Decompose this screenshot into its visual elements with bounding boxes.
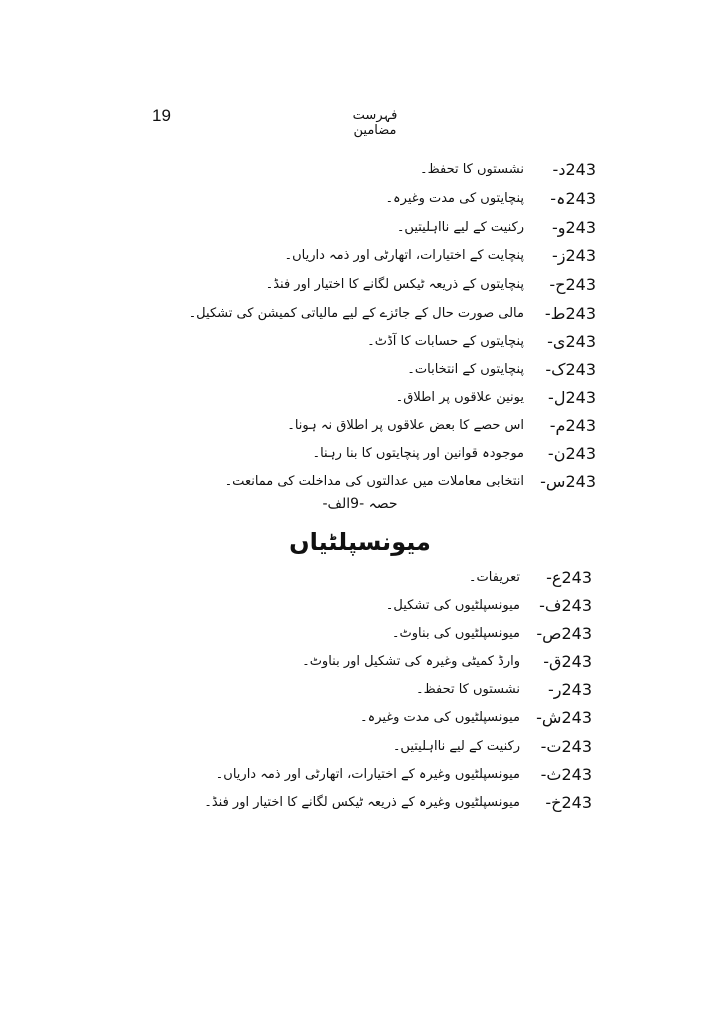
entry-number: 243ط- [544,303,596,323]
entry-number: 243ص- [536,623,592,643]
toc-entry [397,215,596,239]
toc-entry [216,762,592,786]
toc-entry [284,243,596,267]
entry-title: میونسپلٹیوں وغیرہ کے اختیارات، اتھارٹی اور ذمہ داریاں۔ [215,766,520,782]
toc-entry [386,593,592,617]
toc-entry [393,734,592,758]
entry-title: میونسپلٹیوں کی تشکیل۔ [385,597,520,613]
entry-title: رکنیت کے لیے نااہلیتیں۔ [396,219,524,235]
entry-number: 243ع- [546,567,592,587]
toc-entry [312,441,596,465]
entry-title: پنچایتوں کے حسابات کا آڈٹ۔ [367,333,524,349]
entry-title: رکنیت کے لیے نااہلیتیں۔ [392,738,520,754]
entry-number: 243ک- [545,359,596,379]
entry-number: 243ز- [551,245,596,265]
entry-number: 243ح- [549,274,596,294]
toc-entry [189,301,596,325]
entry-number: 243ی- [547,331,596,351]
entry-title: انتخابی معاملات میں عدالتوں کی مداخلت کی ممانعت۔ [224,473,524,489]
entry-title: میونسپلٹیوں وغیرہ کے ذریعہ ٹیکس لگانے کا اختیار اور فنڈ۔ [204,794,520,810]
entry-title: اس حصے کا بعض علاقوں پر اطلاق نہ ہونا۔ [287,417,524,433]
entry-number: 243و- [551,217,596,237]
running-title: فہرست مضامین [352,108,398,138]
toc-entry [416,677,592,701]
entry-title: نشستوں کا تحفظ۔ [416,681,520,697]
entry-number: 243ش- [536,707,592,727]
toc-entry [385,186,596,210]
entry-title: تعریفات۔ [468,569,520,585]
entry-title: وارڈ کمیٹی وغیرہ کی تشکیل اور بناوٹ۔ [302,653,520,669]
toc-entry [287,413,596,437]
toc-entry [302,649,592,673]
toc-entry [420,157,596,181]
entry-number: 243خ- [545,792,592,812]
entry-title: پنچایتوں کے ذریعہ ٹیکس لگانے کا اختیار اور فنڈ۔ [265,276,524,292]
toc-entry [407,357,596,381]
toc-entry [392,621,592,645]
entry-number: 243ر- [547,679,592,699]
toc-entry [204,790,592,814]
entry-number: 243ث- [540,764,592,784]
toc-entry [360,705,592,729]
toc-entry [469,565,592,589]
entry-number: 243ہ- [550,188,596,208]
entry-number: 243ن- [547,443,596,463]
page-number: 19 [152,106,171,125]
entry-number: 243م- [549,415,596,435]
entry-title: پنچایت کے اختیارات، اتھارٹی اور ذمہ داریاں۔ [284,247,524,263]
toc-entry [266,272,596,296]
entry-number: 243ف- [539,595,592,615]
entry-title: مالی صورت حال کے جائزے کے لیے مالیاتی کمیشن کی تشکیل۔ [188,305,524,321]
entry-number: 243س- [540,471,596,491]
entry-title: یونین علاقوں پر اطلاق۔ [395,389,524,405]
toc-entry [396,385,596,409]
toc-entry [225,469,596,493]
entry-number: 243ل- [548,387,596,407]
entry-title: پنچایتوں کے انتخابات۔ [407,361,524,377]
section-heading: میونسپلٹیاں [289,528,431,556]
entry-title: پنچایتوں کی مدت وغیرہ۔ [385,190,524,206]
part-heading: حصہ -9الف- [322,496,398,512]
entry-title: موجودہ قوانین اور پنچایتوں کا بنا رہنا۔ [312,445,524,461]
entry-number: 243ق- [543,651,592,671]
toc-entry [367,329,596,353]
entry-title: میونسپلٹیوں کی بناوٹ۔ [391,625,520,641]
entry-number: 243ت- [540,736,592,756]
entry-title: میونسپلٹیوں کی مدت وغیرہ۔ [359,709,520,725]
entry-number: 243د- [552,159,596,179]
entry-title: نشستوں کا تحفظ۔ [420,161,524,177]
